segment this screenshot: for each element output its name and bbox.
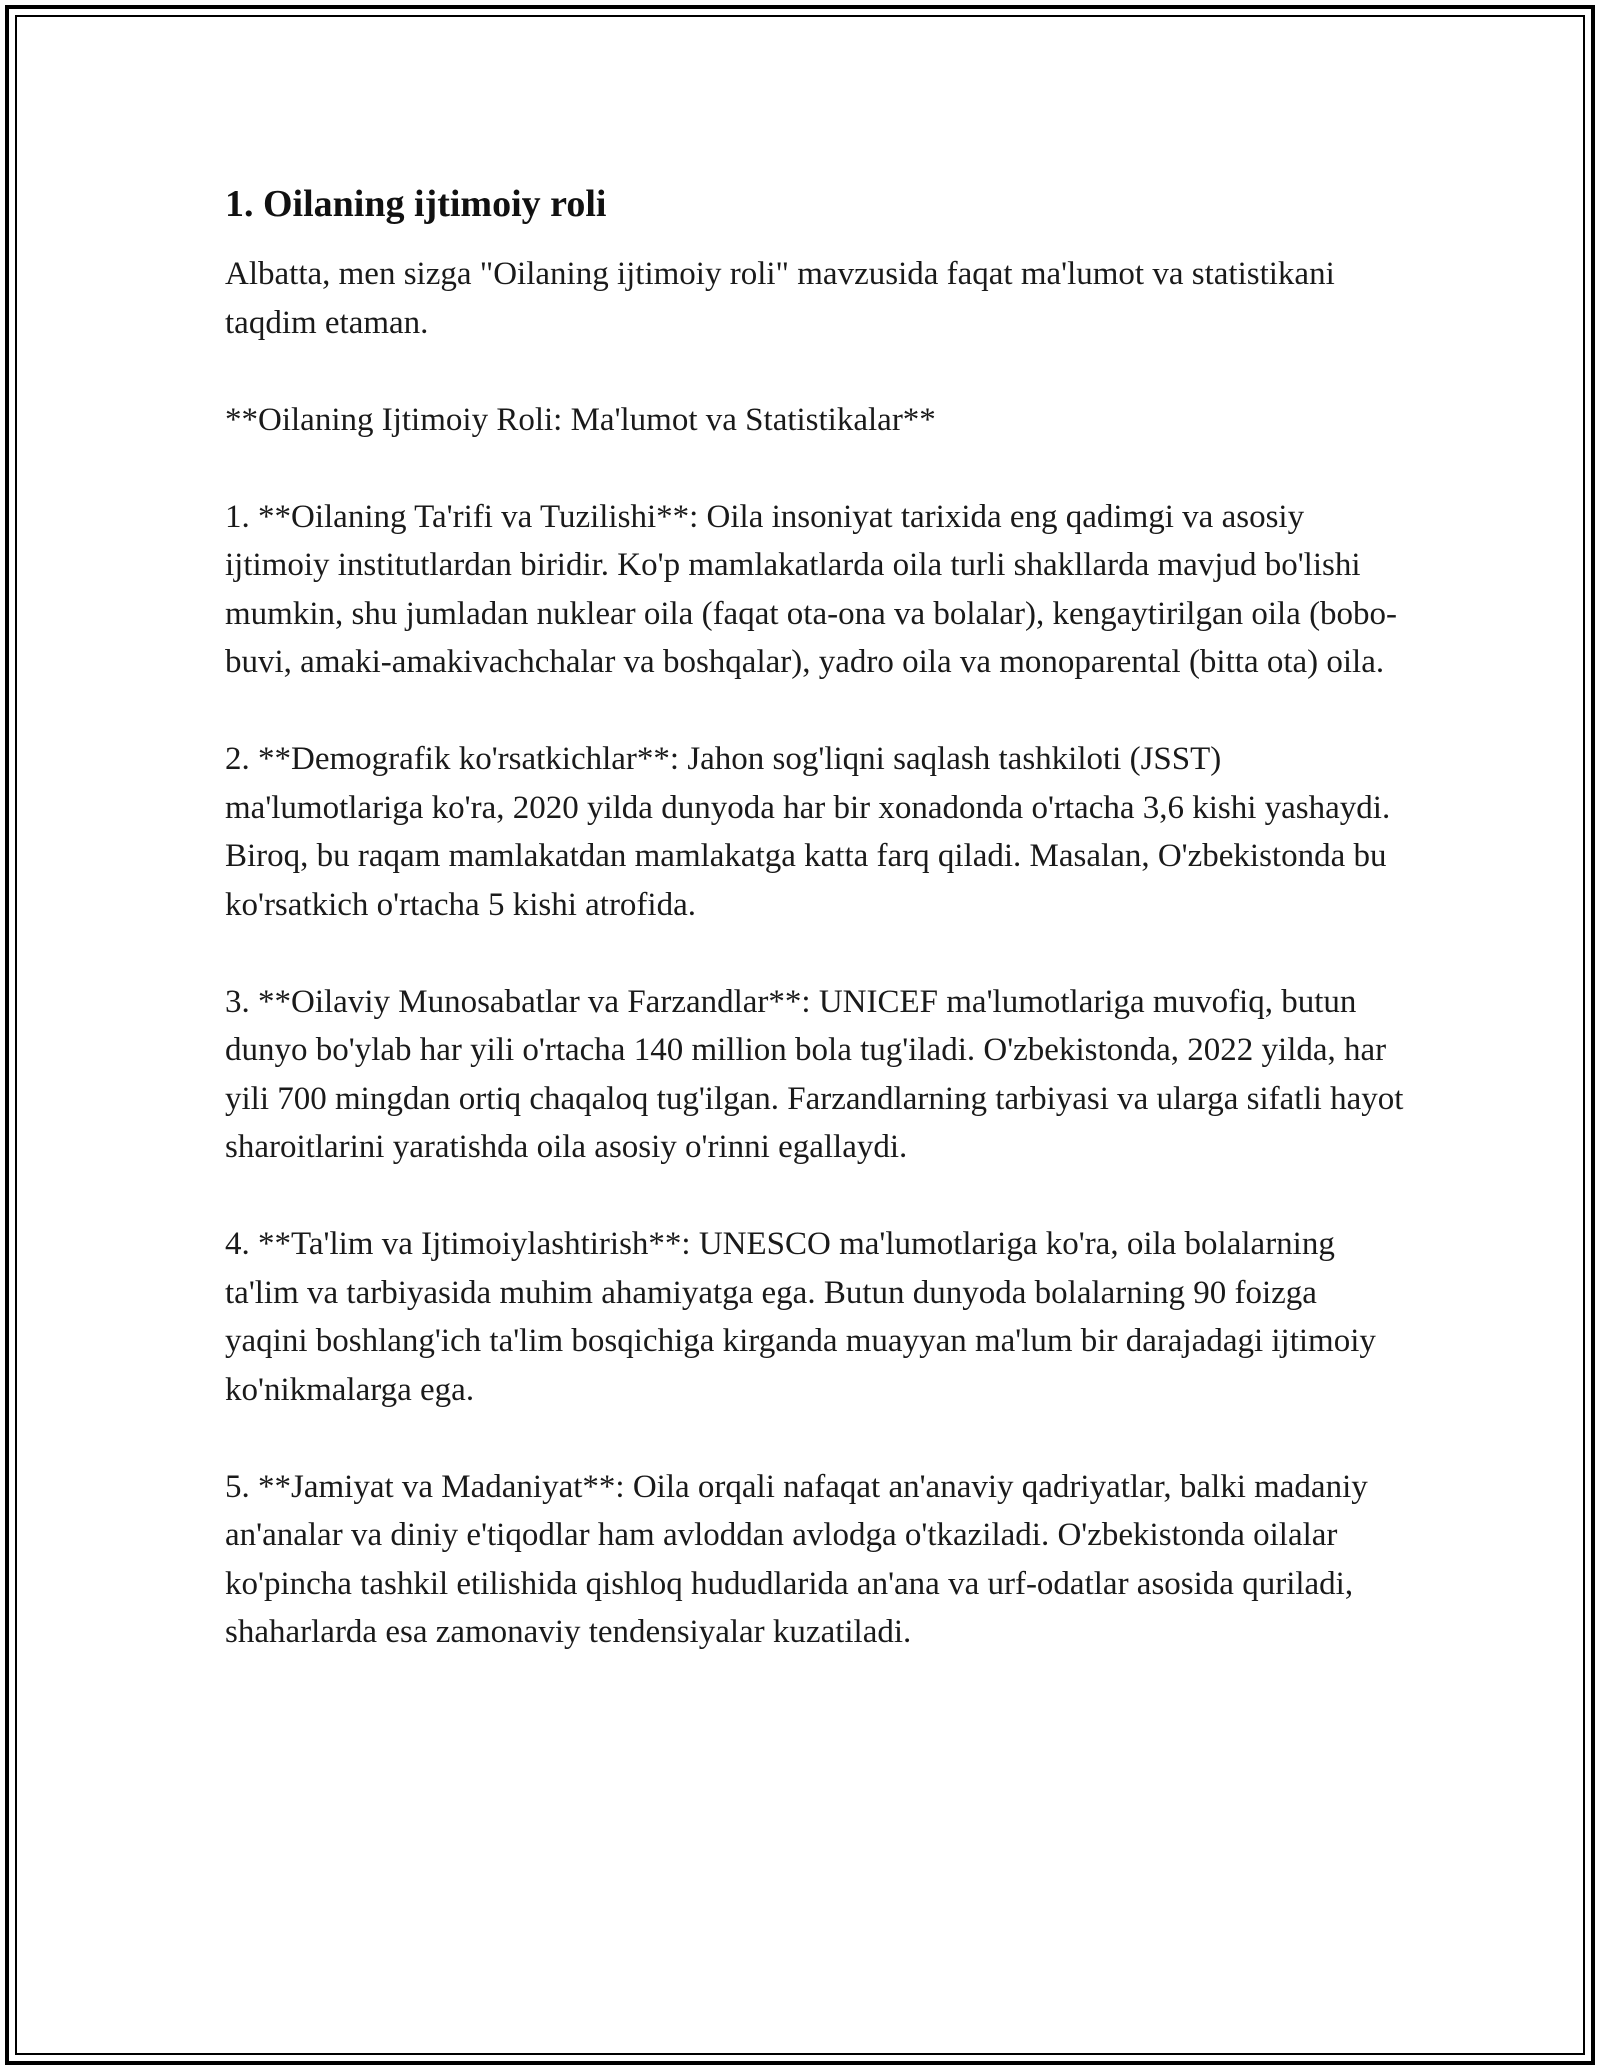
page-title: 1. Oilaning ijtimoiy roli xyxy=(225,183,607,225)
intro-paragraph: Albatta, men sizga "Oilaning ijtimoiy roli" mavzusida faqat ma'lumot va statistikani taqdim etaman. xyxy=(225,256,1335,341)
paragraph-demographics: 2. **Demografik ko'rsatkichlar**: Jahon sog'liqni saqlash tashkiloti (JSST) ma'lumotlariga ko'ra, 2020 yilda dunyoda har bir xonadonda o'rtacha 3,6 kishi yashaydi. Biroq, bu raqam mamlakatdan mamlakatga katta farq qiladi. Masalan, O'zbekistonda bu ko'rsatkich o'rtacha 5 kishi atrofida. xyxy=(225,741,1391,923)
section-heading: **Oilaning Ijtimoiy Roli: Ma'lumot va Statistikalar** xyxy=(225,401,936,438)
paragraph-family-relations: 3. **Oilaviy Munosabatlar va Farzandlar**: UNICEF ma'lumotlariga muvofiq, butun dunyo bo'ylab har yili o'rtacha 140 million bola tug'iladi. O'zbekistonda, 2022 yilda, har yili 700 mingdan ortiq chaqaloq tug'ilgan. Farzandlarning tarbiyasi va ularga sifatli hayot sharoitlarini yaratishda oila asosiy o'rinni egallaydi. xyxy=(225,983,1404,1165)
paragraph-education: 4. **Ta'lim va Ijtimoiylashtirish**: UNESCO ma'lumotlariga ko'ra, oila bolalarning ta'lim va tarbiyasida muhim ahamiyatga ega. Butun dunyoda bolalarning 90 foizga yaqini boshlang'ich ta'lim bosqichiga kirganda muayyan ma'lum bir darajadagi ijtimoiy ko'nikmalarga ega. xyxy=(225,1226,1376,1408)
document-body xyxy=(225,180,1405,1705)
paragraph-family-definition: 1. **Oilaning Ta'rifi va Tuzilishi**: Oila insoniyat tarixida eng qadimgi va asosiy ijtimoiy institutlardan biridir. Ko'p mamlakatlarda oila turli shakllarda mavjud bo'lishi mumkin, shu jumladan nuklear oila (faqat ota-ona va bolalar), kengaytirilgan oila (bobo-buvi, amaki-amakivachchalar va boshqalar), yadro oila va monoparental (bitta ota) oila. xyxy=(225,498,1398,680)
paragraph-society-culture: 5. **Jamiyat va Madaniyat**: Oila orqali nafaqat an'anaviy qadriyatlar, balki madaniy an'analar va diniy e'tiqodlar ham avloddan avlodga o'tkaziladi. O'zbekistonda oilalar ko'pincha tashkil etilishida qishloq hududlarida an'ana va urf-odatlar asosida quriladi, shaharlarda esa zamonaviy tendensiyalar kuzatiladi. xyxy=(225,1468,1368,1650)
